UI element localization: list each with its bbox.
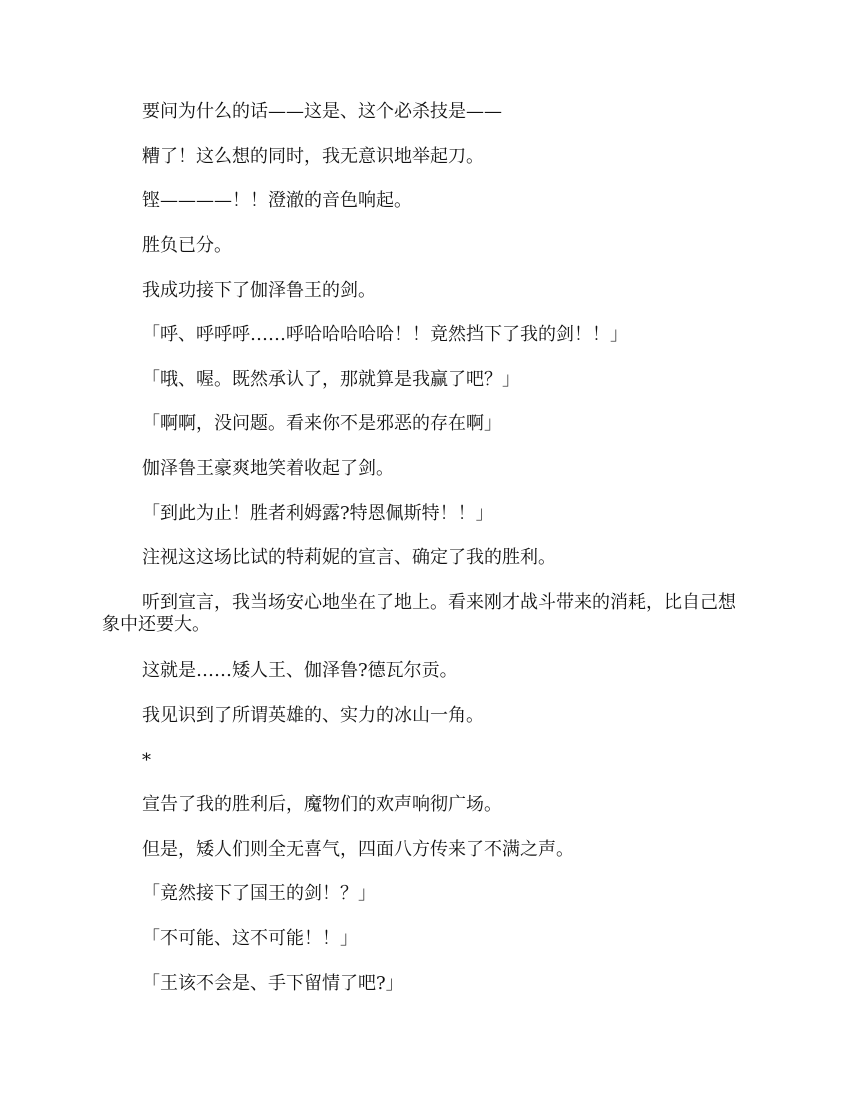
paragraph: 注视这这场比试的特莉妮的宣言、确定了我的胜利。 bbox=[142, 547, 556, 568]
paragraph: 我见识到了所谓英雄的、实力的冰山一角。 bbox=[142, 705, 484, 726]
paragraph: 伽泽鲁王豪爽地笑着收起了剑。 bbox=[142, 458, 394, 479]
paragraph: 「哦、喔。既然承认了，那就算是我赢了吧？」 bbox=[142, 369, 520, 390]
paragraph: 但是，矮人们则全无喜气，四面八方传来了不满之声。 bbox=[142, 839, 574, 860]
paragraph: 「呼、呼呼呼……呼哈哈哈哈哈！！竟然挡下了我的剑！！」 bbox=[142, 324, 628, 345]
paragraph: 胜负已分。 bbox=[142, 235, 232, 256]
paragraph: 这就是……矮人王、伽泽鲁?德瓦尔贡。 bbox=[142, 660, 458, 681]
paragraph: 「竟然接下了国王的剑！？」 bbox=[142, 883, 376, 904]
paragraph: 糟了！这么想的同时，我无意识地举起刀。 bbox=[142, 146, 484, 167]
paragraph: 听到宣言，我当场安心地坐在了地上。看来刚才战斗带来的消耗，比自己想象中还要大。 bbox=[102, 592, 736, 635]
scene-break: * bbox=[142, 750, 151, 771]
paragraph: 「王该不会是、手下留情了吧?」 bbox=[142, 973, 404, 994]
paragraph: 「啊啊，没问题。看来你不是邪恶的存在啊」 bbox=[142, 413, 502, 434]
paragraph: 「到此为止！胜者利姆露?特恩佩斯特！！」 bbox=[142, 503, 494, 524]
paragraph: 我成功接下了伽泽鲁王的剑。 bbox=[142, 280, 376, 301]
paragraph: 宣告了我的胜利后，魔物们的欢声响彻广场。 bbox=[142, 794, 502, 815]
paragraph: 要问为什么的话——这是、这个必杀技是—— bbox=[142, 101, 502, 122]
paragraph: 铿————！！澄澈的音色响起。 bbox=[142, 190, 412, 211]
paragraph: 「不可能、这不可能！！」 bbox=[142, 928, 358, 949]
